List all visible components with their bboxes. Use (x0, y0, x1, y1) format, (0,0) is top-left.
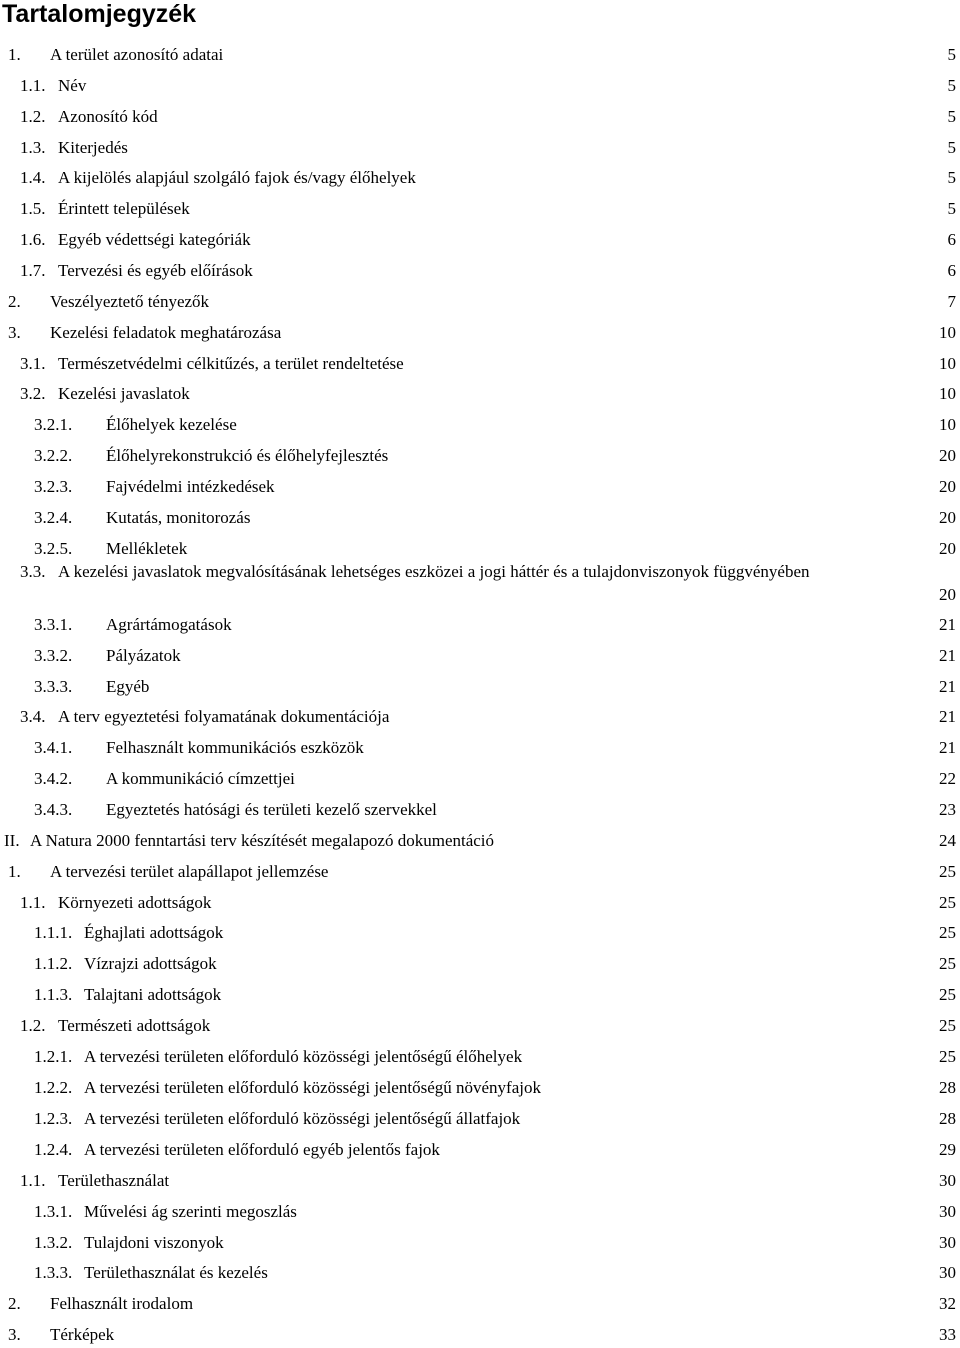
toc-entry-title: Környezeti adottságok (58, 893, 212, 912)
toc-entry-number: 1.1.2. (34, 954, 73, 973)
toc-entry (0, 291, 960, 313)
toc-entry-number: 1.1. (20, 1171, 46, 1190)
toc-entry-page-number: 5 (947, 168, 956, 187)
toc-entry-page-number: 25 (939, 954, 956, 973)
toc-entry-title: A tervezési területen előforduló közösségi jelentőségű állatfajok (84, 1109, 521, 1128)
toc-entry-page-number: 28 (939, 1078, 956, 1097)
toc-entry-page-number: 5 (947, 199, 956, 218)
toc-entry-page-number: 25 (939, 985, 956, 1004)
toc-entry-title: Területhasználat és kezelés (84, 1263, 268, 1282)
toc-entry-title: A kezelési javaslatok megvalósításának lehetséges eszközei a jogi háttér és a tulajdonviszonyok függvényében (58, 562, 810, 581)
toc-entry (0, 706, 960, 728)
toc-entry (0, 561, 960, 607)
toc-entry-number: 3. (8, 323, 21, 342)
toc-entry-title: Felhasznált irodalom (50, 1294, 194, 1313)
toc-entry-title: A kommunikáció címzettjei (106, 769, 295, 788)
toc-entry-title: Művelési ág szerinti megoszlás (84, 1202, 297, 1221)
toc-entry-title: Mellékletek (106, 539, 188, 558)
toc-entry-title: A tervezési területen előforduló közösségi jelentőségű növényfajok (84, 1078, 541, 1097)
toc-entry-page-number: 6 (947, 230, 956, 249)
toc-entry-title: Fajvédelmi intézkedések (106, 477, 275, 496)
toc-entry (0, 1262, 960, 1284)
toc-entry-title: Érintett települések (58, 199, 190, 218)
toc-entry-page-number: 32 (939, 1294, 956, 1313)
toc-entry-number: 1.2.3. (34, 1109, 73, 1128)
toc-entry-page-number: 5 (947, 107, 956, 126)
toc-entry (0, 1293, 960, 1315)
toc-entry-title: Tulajdoni viszonyok (84, 1233, 224, 1252)
toc-entry (0, 1077, 960, 1099)
toc-entry (0, 507, 960, 529)
toc-entry-number: 1. (8, 862, 21, 881)
toc-entry-page-number: 10 (939, 384, 956, 403)
toc-entry-page-number: 25 (939, 1016, 956, 1035)
toc-entry-number: 3.4.3. (34, 800, 73, 819)
toc-entry-title: Név (58, 76, 87, 95)
toc-entry-title: Kezelési feladatok meghatározása (50, 323, 282, 342)
toc-entry-title: Azonosító kód (58, 107, 158, 126)
toc-entry (0, 645, 960, 667)
toc-entry-number: 3.4. (20, 707, 46, 726)
toc-entry-number: 1.2.1. (34, 1047, 73, 1066)
toc-entry-number: 1.4. (20, 168, 46, 187)
toc-entry-page-number: 23 (939, 800, 956, 819)
toc-entry-number: 1. (8, 45, 21, 64)
toc-entry-title: Természetvédelmi célkitűzés, a terület rendeltetése (58, 354, 404, 373)
toc-entry-page-number: 33 (939, 1325, 956, 1344)
toc-entry-title: A Natura 2000 fenntartási terv készítését megalapozó dokumentáció (30, 831, 495, 850)
toc-entry-number: 3.3.2. (34, 646, 73, 665)
toc-entry-number: 1.2. (20, 1016, 46, 1035)
toc-entry-page-number: 21 (939, 677, 956, 696)
toc-entry (0, 167, 960, 189)
toc-entry (0, 614, 960, 636)
toc-entry-page-number: 5 (947, 76, 956, 95)
toc-entry-number: 1.2.4. (34, 1140, 73, 1159)
toc-entry-title: Élőhelyrekonstrukció és élőhelyfejlesztés (106, 446, 389, 465)
toc-entry-number: 3.2.4. (34, 508, 73, 527)
toc-entry-number: 2. (8, 1294, 21, 1313)
toc-entry-page-number: 21 (939, 738, 956, 757)
toc-entry (0, 1046, 960, 1068)
toc-entry-page-number: 5 (947, 138, 956, 157)
toc-entry-title: Területhasználat (58, 1171, 170, 1190)
toc-entry-number: 3.2.3. (34, 477, 73, 496)
toc-entry (0, 799, 960, 821)
toc-entry-page-number: 30 (939, 1202, 956, 1221)
toc-entry-page-number: 20 (939, 539, 956, 558)
toc-entry-title: Kutatás, monitorozás (106, 508, 251, 527)
toc-entry (0, 737, 960, 759)
toc-entry-page-number: 20 (939, 477, 956, 496)
toc-entry-number: 1.3.2. (34, 1233, 73, 1252)
toc-entry (0, 1108, 960, 1130)
toc-entry-page-number: 6 (947, 261, 956, 280)
toc-entry-title: Talajtani adottságok (84, 985, 222, 1004)
toc-entry-page-number: 30 (939, 1171, 956, 1190)
toc-entry-number: 1.7. (20, 261, 46, 280)
toc-entry-title: Tervezési és egyéb előírások (58, 261, 253, 280)
toc-entry (0, 1170, 960, 1192)
toc-entry-title: Pályázatok (106, 646, 181, 665)
toc-entry (0, 984, 960, 1006)
toc-entry-number: 1.2. (20, 107, 46, 126)
toc-entry-title: Egyéb védettségi kategóriák (58, 230, 251, 249)
toc-entry-title: Élőhelyek kezelése (106, 415, 237, 434)
toc-entry-title: A tervezési területen előforduló közösségi jelentőségű élőhelyek (84, 1047, 523, 1066)
toc-entry-number: 1.6. (20, 230, 46, 249)
toc-entry-page-number: 25 (939, 893, 956, 912)
toc-entry-title: Egyeztetés hatósági és területi kezelő szervekkel (106, 800, 437, 819)
toc-entry (0, 383, 960, 405)
toc-entry (0, 75, 960, 97)
toc-entry-title: A tervezési területen előforduló egyéb jelentős fajok (84, 1140, 440, 1159)
toc-entry-page-number: 5 (947, 45, 956, 64)
toc-entry-title: A terv egyeztetési folyamatának dokumentációja (58, 707, 390, 726)
toc-entry-number: 3.2.5. (34, 539, 73, 558)
page-title: Tartalomjegyzék (2, 0, 197, 28)
toc-entry-number: 1.1. (20, 893, 46, 912)
toc-entry-page-number: 22 (939, 769, 956, 788)
toc-entry-page-number: 21 (939, 615, 956, 634)
toc-entry-number: 3.3.1. (34, 615, 73, 634)
toc-entry-number: 3.4.2. (34, 769, 73, 788)
toc-entry (0, 538, 960, 560)
toc-entry-page-number: 21 (939, 707, 956, 726)
toc-entry (0, 830, 960, 852)
toc-entry (0, 892, 960, 914)
toc-entry-number: 1.1.1. (34, 923, 73, 942)
toc-entry-title: Egyéb (106, 677, 150, 696)
toc-entry-page-number: 28 (939, 1109, 956, 1128)
toc-entry (0, 1232, 960, 1254)
toc-entry-page-number: 21 (939, 646, 956, 665)
toc-entry-page-number: 10 (939, 323, 956, 342)
toc-entry-title: Agrártámogatások (106, 615, 232, 634)
toc-entry-number: 3.3.3. (34, 677, 73, 696)
toc-entry (0, 1139, 960, 1161)
toc-entry (0, 229, 960, 251)
toc-entry-page-number: 29 (939, 1140, 956, 1159)
toc-entry-title: Veszélyeztető tényezők (50, 292, 210, 311)
toc-entry-number: II. (4, 831, 20, 850)
toc-entry-title: Éghajlati adottságok (84, 923, 224, 942)
toc-entry (0, 861, 960, 883)
toc-entry-page-number: 30 (939, 1233, 956, 1252)
toc-entry (0, 768, 960, 790)
toc-entry (0, 953, 960, 975)
toc-entry (0, 322, 960, 344)
toc-entry (0, 1201, 960, 1223)
toc-entry-number: 3.2.1. (34, 415, 73, 434)
toc-entry-page-number: 7 (947, 292, 956, 311)
toc-entry (0, 260, 960, 282)
toc-entry-number: 3.3. (20, 562, 46, 581)
toc-entry-page-number: 20 (939, 585, 956, 604)
toc-entry-title: Térképek (50, 1325, 115, 1344)
toc-entry-title: Felhasznált kommunikációs eszközök (106, 738, 364, 757)
toc-entry-number: 1.3.3. (34, 1263, 73, 1282)
toc-entry-number: 1.5. (20, 199, 46, 218)
toc-entry-page-number: 25 (939, 923, 956, 942)
toc-entry-number: 2. (8, 292, 21, 311)
toc-entry-title: Kiterjedés (58, 138, 128, 157)
toc-entry-number: 1.3.1. (34, 1202, 73, 1221)
toc-entry (0, 676, 960, 698)
toc-entry (0, 1015, 960, 1037)
toc-entry-page-number: 20 (939, 446, 956, 465)
toc-entry (0, 414, 960, 436)
toc-entry-title: A terület azonosító adatai (50, 45, 224, 64)
toc-entry (0, 476, 960, 498)
toc-entry-page-number: 30 (939, 1263, 956, 1282)
toc-entry-title: A kijelölés alapjául szolgáló fajok és/vagy élőhelyek (58, 168, 416, 187)
toc-entry (0, 353, 960, 375)
toc-entry-number: 1.2.2. (34, 1078, 73, 1097)
toc-entry (0, 1324, 960, 1346)
toc-entry-page-number: 25 (939, 1047, 956, 1066)
toc-entry-page-number: 24 (939, 831, 956, 850)
toc-entry-number: 3.4.1. (34, 738, 73, 757)
toc-entry-title: Kezelési javaslatok (58, 384, 190, 403)
toc-entry-number: 1.1.3. (34, 985, 73, 1004)
toc-entry-number: 1.3. (20, 138, 46, 157)
toc-entry-number: 3. (8, 1325, 21, 1344)
toc-entry-number: 3.1. (20, 354, 46, 373)
toc-entry-page-number: 10 (939, 415, 956, 434)
toc-entry-page-number: 20 (939, 508, 956, 527)
toc-entry-title: Vízrajzi adottságok (84, 954, 217, 973)
toc-entry (0, 445, 960, 467)
toc-entry-number: 3.2.2. (34, 446, 73, 465)
toc-entry (0, 198, 960, 220)
toc-entry-title: Természeti adottságok (58, 1016, 211, 1035)
toc-entry-title: A tervezési terület alapállapot jellemzése (50, 862, 329, 881)
toc-entry (0, 44, 960, 66)
toc-entry (0, 106, 960, 128)
toc-entry (0, 922, 960, 944)
toc-entry-page-number: 10 (939, 354, 956, 373)
toc-entry-number: 3.2. (20, 384, 46, 403)
toc-entry (0, 137, 960, 159)
toc-entry-number: 1.1. (20, 76, 46, 95)
toc-entry-page-number: 25 (939, 862, 956, 881)
